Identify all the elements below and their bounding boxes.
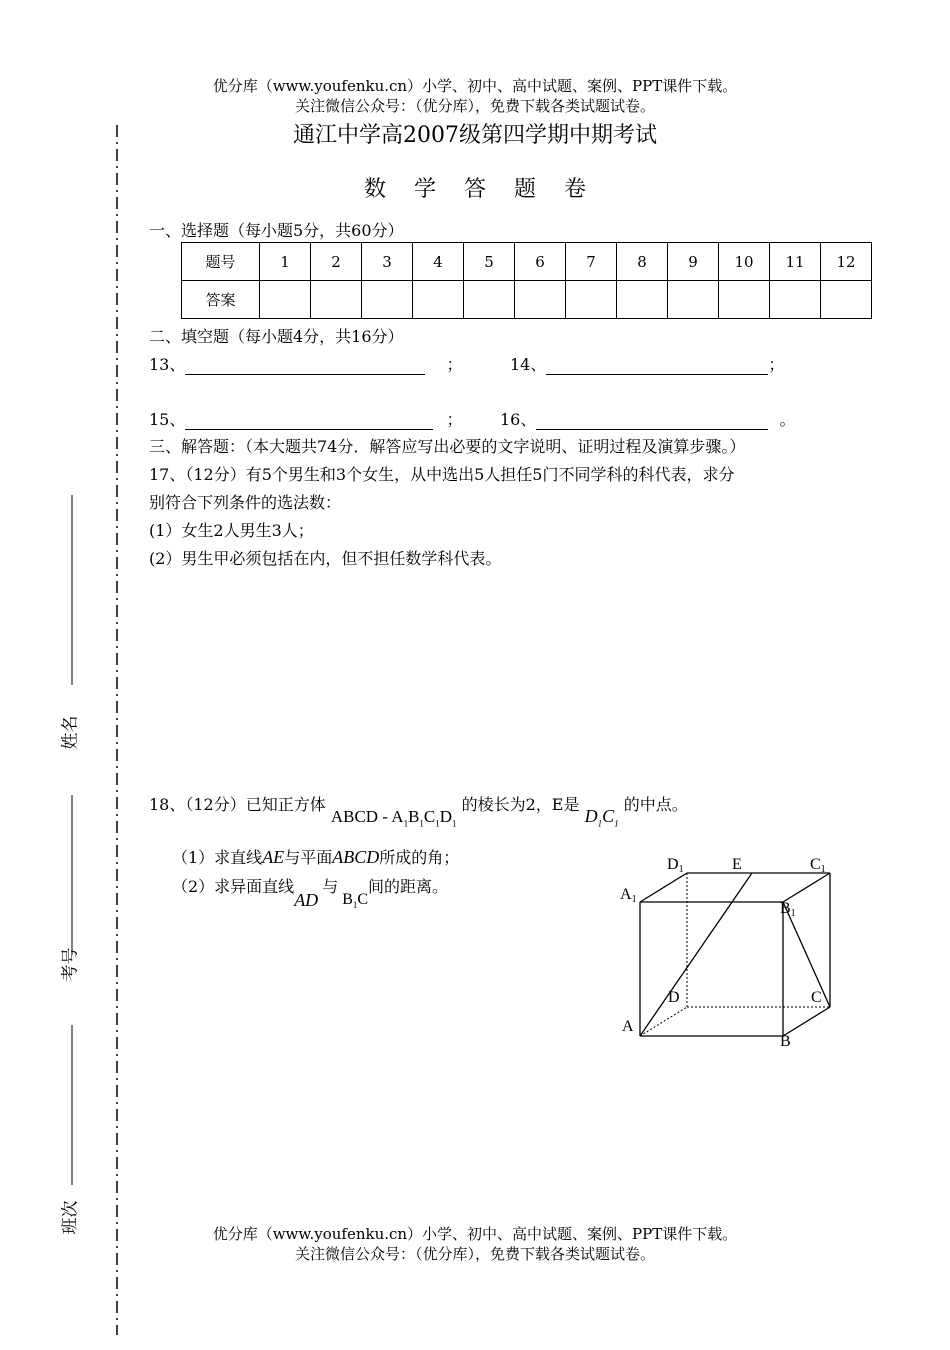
section1-heading: 一、选择题（每小题5分，共60分）: [149, 221, 404, 240]
q13-answer-blank[interactable]: [185, 356, 425, 375]
segment-d1c1: $D_1C_1$: [584, 806, 619, 829]
q16-row: [500, 407, 795, 430]
section2-heading: 二、填空题（每小题4分，共16分）: [149, 327, 404, 346]
sidebar-lines: [62, 495, 82, 1265]
label-a: A: [622, 1018, 634, 1035]
answer-label: 答案: [182, 281, 260, 319]
table-cell: 7: [566, 243, 617, 281]
answer-cell[interactable]: [311, 281, 362, 319]
answer-cell[interactable]: [668, 281, 719, 319]
q18-part2-c: 间的距离。: [368, 877, 449, 896]
table-row-numbers: [182, 243, 872, 281]
answer-cell[interactable]: [464, 281, 515, 319]
q17-line-2: 别符合下列条件的选法数：: [149, 493, 342, 512]
q18-part1-a: （1）求直线: [172, 848, 263, 867]
class-label: 班次: [60, 1200, 81, 1235]
q14-semicolon: ；: [768, 355, 785, 374]
answer-table: [181, 242, 872, 319]
segment-ae-line: [640, 873, 752, 1036]
section3-heading: 三、解答题：（本大题共74分．解答应写出必要的文字说明、证明过程及演算步骤。）: [149, 437, 746, 456]
answer-cell[interactable]: [719, 281, 770, 319]
label-d: D: [668, 989, 680, 1006]
label-e: E: [732, 856, 742, 873]
q18-part2-a: （2）求异面直线: [172, 877, 295, 896]
table-cell: 12: [821, 243, 872, 281]
name-label: 姓名: [60, 715, 81, 750]
edge-b1c1: [783, 873, 830, 902]
q13-row: [149, 352, 462, 375]
q16-answer-blank[interactable]: [536, 411, 768, 430]
table-cell: 8: [617, 243, 668, 281]
q17-part-1: (1）女生2人男生3人；: [149, 521, 314, 540]
q15-answer-blank[interactable]: [185, 411, 433, 430]
table-cell: 10: [719, 243, 770, 281]
cube-notation: ABCD - $A_1B_1C_1D_1$: [330, 807, 457, 829]
q17-line-1: 17、（12分）有5个男生和3个女生，从中选出5人担任5门不同学科的科代表，求分: [149, 465, 735, 484]
label-a1: A1: [620, 886, 637, 905]
label-b: B: [780, 1033, 791, 1050]
table-cell: 4: [413, 243, 464, 281]
table-cell: 5: [464, 243, 515, 281]
answer-cell[interactable]: [770, 281, 821, 319]
answer-cell[interactable]: [413, 281, 464, 319]
label-b1: B1: [780, 900, 796, 919]
q18-prefix: 18、（12分）已知正方体: [149, 795, 326, 814]
q15-label: 15、: [149, 410, 186, 429]
header-line-1: 优分库（www.youfenku.cn）小学、初中、高中试题、案例、PPT课件下载。: [212, 77, 738, 95]
segment-ad: AD: [294, 890, 319, 910]
edge-bc: [783, 1007, 830, 1036]
table-cell: 1: [260, 243, 311, 281]
label-d1: D1: [667, 856, 684, 875]
table-cell: 11: [770, 243, 821, 281]
q18-mid: 的棱长为2，E是: [461, 795, 580, 814]
q18-part1-b: 与平面: [284, 848, 333, 867]
q13-semicolon: ；: [446, 355, 463, 374]
answer-cell[interactable]: [362, 281, 413, 319]
q16-period: 。: [779, 410, 796, 429]
q13-label: 13、: [149, 355, 186, 374]
table-cell: 6: [515, 243, 566, 281]
cube-figure: [610, 850, 850, 1050]
binding-dash-line: [108, 125, 128, 1340]
q15-row: [149, 407, 462, 430]
exam-subtitle: 数学答题卷: [363, 177, 614, 202]
answer-cell[interactable]: [515, 281, 566, 319]
footer-line-1: 优分库（www.youfenku.cn）小学、初中、高中试题、案例、PPT课件下载。: [212, 1225, 738, 1243]
q14-row: [510, 352, 784, 375]
segment-ae: AE: [262, 847, 285, 867]
q14-answer-blank[interactable]: [546, 356, 768, 375]
header-line-2: 关注微信公众号：（优分库），免费下载各类试题试卷。: [294, 97, 655, 115]
q18-part2-b: 与: [322, 877, 339, 896]
edge-a1d1: [640, 873, 687, 902]
label-c1: C1: [810, 856, 826, 875]
cube-notation-text: ABCD - A: [330, 807, 404, 826]
q14-label: 14、: [510, 355, 547, 374]
answer-cell[interactable]: [821, 281, 872, 319]
q15-semicolon: ；: [446, 410, 463, 429]
q18-part-2: [172, 874, 449, 911]
answer-cell[interactable]: [566, 281, 617, 319]
q18-line: [149, 792, 688, 829]
q17-part-2: (2）男生甲必须包括在内，但不担任数学科代表。: [149, 549, 502, 568]
edge-ad: [640, 1007, 687, 1036]
q16-label: 16、: [500, 410, 537, 429]
answer-cell[interactable]: [260, 281, 311, 319]
segment-b1c: $B_1C$: [342, 891, 369, 911]
q18-part1-c: 所成的角；: [379, 848, 460, 867]
q18-end: 的中点。: [623, 795, 688, 814]
table-row-answers: [182, 281, 872, 319]
table-cell: 9: [668, 243, 719, 281]
table-cell: 3: [362, 243, 413, 281]
q18-part-1: [172, 845, 459, 868]
number-label: 题号: [182, 243, 260, 281]
answer-cell[interactable]: [617, 281, 668, 319]
plane-abcd: ABCD: [332, 847, 380, 867]
label-c: C: [811, 989, 822, 1006]
exam-number-label: 考号: [60, 947, 81, 982]
exam-title: 通江中学高2007级第四学期中期考试: [293, 123, 657, 148]
footer-line-2: 关注微信公众号：（优分库），免费下载各类试题试卷。: [294, 1245, 655, 1263]
table-cell: 2: [311, 243, 362, 281]
